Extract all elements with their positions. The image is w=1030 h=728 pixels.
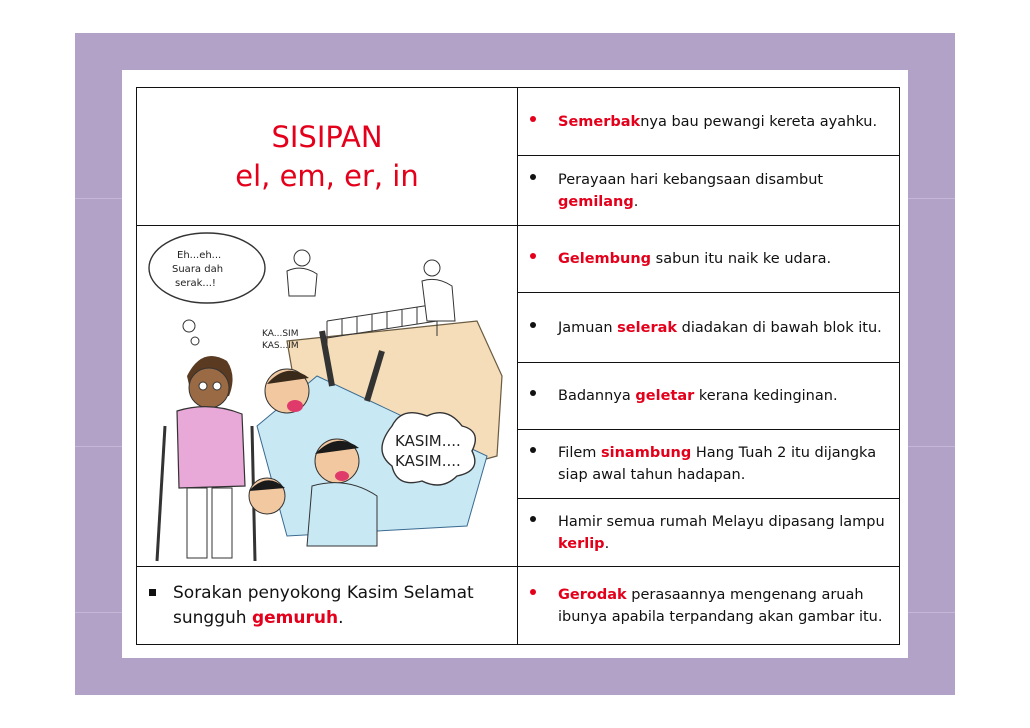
bullet-icon: [530, 116, 536, 122]
cartoon-cell: [137, 226, 518, 567]
highlight-word: selerak: [617, 319, 678, 336]
bullet-icon: [530, 589, 536, 595]
footer-sentence: Sorakan penyokong Kasim Selamat sungguh gemuruh.: [137, 581, 517, 631]
bullet-icon: [530, 516, 536, 522]
example-cell: [518, 567, 900, 645]
bubble-text: serak...!: [175, 278, 216, 289]
bullet-icon: [530, 322, 536, 328]
highlight-word: Gelembung: [558, 251, 652, 267]
example-cell: [518, 293, 900, 363]
page-title: SISIPAN: [271, 119, 383, 154]
bullet-icon: [530, 174, 536, 180]
square-bullet-icon: [149, 589, 156, 596]
page-subtitle: el, em, er, in: [235, 158, 419, 193]
bullet-icon: [530, 390, 536, 396]
example-item: Perayaan hari kebangsaan disambut gemilang.: [518, 169, 899, 213]
example-cell: [518, 226, 900, 293]
cartoon-illustration: [137, 226, 517, 566]
example-item: Filem sinambung Hang Tuah 2 itu dijangka siap awal tahun hadapan.: [518, 442, 899, 486]
example-item: Hamir semua rumah Melayu dipasang lampu kerlip.: [518, 511, 899, 555]
example-item: Badannya geletar kerana kedinginan.: [518, 385, 899, 407]
slide-rule: [75, 612, 122, 613]
slide-rule: [908, 446, 955, 447]
sisipan-table: [136, 87, 900, 645]
slide-rule: [75, 198, 122, 199]
highlight-word: Semerbak: [558, 113, 641, 130]
example-item: Semerbaknya bau pewangi kereta ayahku.: [518, 111, 899, 133]
example-item: Jamuan selerak diadakan di bawah blok itu.: [518, 317, 899, 339]
bubble-text: Eh...eh...: [177, 250, 222, 261]
example-cell: [518, 156, 900, 226]
highlight-word: gemuruh: [251, 607, 339, 628]
bullet-icon: [530, 447, 536, 453]
badminton-cartoon: [137, 226, 515, 566]
example-item: Gelembung sabun itu naik ke udara.: [518, 248, 899, 270]
title-cell: [137, 88, 518, 226]
bubble-text: Suara dah: [172, 264, 224, 275]
example-cell: [518, 430, 900, 499]
highlight-word: Gerodak: [558, 586, 627, 603]
slide-rule: [75, 446, 122, 447]
example-cell: [518, 88, 900, 156]
example-item: Gerodak perasaannya mengenang aruah ibunya apabila terpandang akan gambar itu.: [518, 584, 899, 628]
highlight-word: geletar: [635, 388, 695, 404]
bubble-text: KASIM....: [395, 432, 461, 450]
example-cell: [518, 499, 900, 567]
highlight-word: kerlip: [558, 535, 605, 552]
highlight-word: sinambung: [601, 445, 692, 461]
example-cell: [518, 363, 900, 430]
highlight-word: gemilang: [558, 193, 634, 210]
bubble-text: KAS...IM: [262, 341, 299, 351]
bullet-icon: [530, 253, 536, 259]
footer-cell: [137, 567, 518, 645]
slide-rule: [908, 612, 955, 613]
bubble-text: KA...SIM: [262, 329, 299, 339]
bubble-text: KASIM....: [395, 452, 461, 470]
slide-rule: [908, 198, 955, 199]
